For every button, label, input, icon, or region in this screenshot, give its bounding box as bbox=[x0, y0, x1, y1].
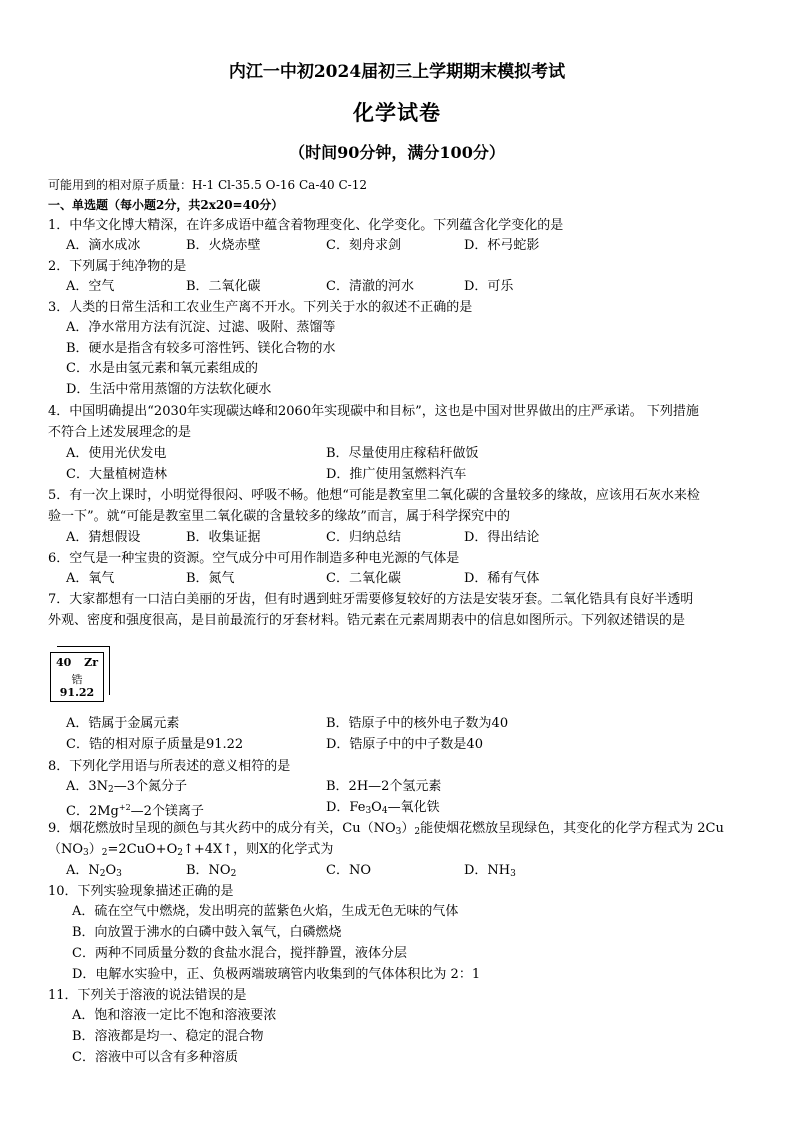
question-9-stem-line2 bbox=[48, 840, 333, 863]
question-11-option-b: B．溶液都是均一、稳定的混合物 bbox=[72, 1029, 264, 1044]
question-7-option-d: D．锆原子中的中子数是40 bbox=[326, 737, 483, 752]
formula-text: D．Fe bbox=[326, 800, 366, 815]
question-5-option-d: D．得出结论 bbox=[464, 530, 540, 545]
question-9-option-a bbox=[66, 861, 122, 884]
question-4-option-b: B．尽量使用庄稼秸秆做饭 bbox=[326, 446, 479, 461]
question-6-option-b: B．氮气 bbox=[186, 571, 235, 586]
superscript: +2 bbox=[118, 803, 131, 812]
formula-text: D．NH bbox=[464, 863, 511, 878]
element-symbol: Zr bbox=[84, 656, 98, 669]
subject-title: 化学试卷 bbox=[353, 100, 441, 125]
question-1-option-b: B．火烧赤壁 bbox=[186, 238, 261, 253]
question-2-option-d: D．可乐 bbox=[464, 279, 514, 294]
question-4-option-d: D．推广使用氢燃料汽车 bbox=[326, 467, 467, 482]
formula-text: C．2Mg bbox=[66, 804, 119, 819]
question-6-option-d: D．稀有气体 bbox=[464, 571, 540, 586]
question-1-option-d: D．杯弓蛇影 bbox=[464, 238, 540, 253]
question-5-stem-line2: 验一下”。就“可能是教室里二氧化碳的含量较多的缘故”而言，属于科学探究中的 bbox=[48, 509, 510, 524]
question-5-option-b: B．收集证据 bbox=[186, 530, 261, 545]
question-3-option-d: D．生活中常用蒸馏的方法软化硬水 bbox=[66, 382, 272, 397]
question-7-stem-line1: 7．大家都想有一口洁白美丽的牙齿，但有时遇到蛀牙需要修复较好的方法是安装牙套。二氧化锆具有良好半透明 bbox=[48, 592, 694, 607]
question-2-option-b: B．二氧化碳 bbox=[186, 279, 261, 294]
element-card-zirconium bbox=[50, 652, 104, 702]
formula-text: —2个镁离子 bbox=[130, 804, 204, 819]
subscript: 3 bbox=[510, 869, 516, 879]
element-name: 锆 bbox=[71, 673, 83, 686]
question-6-option-c: C．二氧化碳 bbox=[326, 571, 401, 586]
atomic-mass-line: 可能用到的相对原子质量：H-1 Cl-35.5 O-16 Ca-40 C-12 bbox=[48, 178, 367, 192]
formula-text: —氧化铁 bbox=[387, 800, 440, 815]
question-1-option-c: C．刻舟求剑 bbox=[326, 238, 401, 253]
subscript: 2 bbox=[99, 869, 106, 879]
question-9-stem-line1 bbox=[48, 819, 724, 842]
formula-text: A．3N bbox=[66, 779, 109, 794]
question-8-option-a bbox=[66, 777, 187, 800]
formula-text: A．N bbox=[66, 863, 100, 878]
question-2-stem: 2．下列属于纯净物的是 bbox=[48, 259, 187, 274]
question-10-option-d: D．电解水实验中，正、负极两端玻璃管内收集到的气体体积比为 2：1 bbox=[72, 967, 481, 982]
element-atomic-number: 40 bbox=[56, 656, 72, 669]
question-11-option-a: A．饱和溶液一定比不饱和溶液要浓 bbox=[72, 1008, 277, 1023]
question-4-option-a: A．使用光伏发电 bbox=[66, 446, 167, 461]
formula-text: （NO bbox=[48, 842, 84, 857]
subscript: 3 bbox=[83, 848, 89, 858]
formula-text: =2CuO+O bbox=[107, 842, 178, 857]
question-5-option-a: A．猜想假设 bbox=[66, 530, 141, 545]
element-atomic-mass: 91.22 bbox=[59, 686, 95, 699]
question-10-option-a: A．硫在空气中燃烧，发出明亮的蓝紫色火焰，生成无色无味的气体 bbox=[72, 904, 459, 919]
question-9-option-d bbox=[464, 861, 516, 884]
question-3-stem: 3．人类的日常生活和工农业生产离不开水。下列关于水的叙述不正确的是 bbox=[48, 300, 473, 315]
question-11-option-c: C．溶液中可以含有多种溶质 bbox=[72, 1050, 238, 1065]
time-info: （时间90分钟，满分100分） bbox=[289, 143, 505, 162]
question-7-option-a: A．锆属于金属元素 bbox=[66, 716, 180, 731]
question-3-option-b: B．硬水是指含有较多可溶性钙、镁化合物的水 bbox=[66, 341, 336, 356]
question-6-option-a: A．氧气 bbox=[66, 571, 115, 586]
question-5-stem-line1: 5．有一次上课时，小明觉得很闷、呼吸不畅。他想“可能是教室里二氧化碳的含量较多的缘故，应该用石灰水来检 bbox=[48, 488, 700, 503]
question-7-option-b: B．锆原子中的核外电子数为40 bbox=[326, 716, 509, 731]
question-3-option-a: A．净水常用方法有沉淀、过滤、吸附、蒸馏等 bbox=[66, 320, 336, 335]
section-heading: 一、单选题（每小题2分，共2x20=40分） bbox=[48, 198, 284, 212]
subscript: 2 bbox=[101, 848, 108, 858]
formula-text: 能使烟花燃放呈现绿色，其变化的化学方程式为 2Cu bbox=[420, 821, 724, 836]
question-9-option-b bbox=[186, 861, 236, 884]
question-1-option-a: A．滴水成冰 bbox=[66, 238, 141, 253]
question-2-option-a: A．空气 bbox=[66, 279, 115, 294]
formula-text: ） bbox=[401, 821, 415, 836]
subscript: 2 bbox=[177, 848, 183, 858]
formula-text: 9．烟花燃放时呈现的颜色与其火药中的成分有关，Cu（NO bbox=[48, 821, 396, 836]
question-10-option-c: C．两种不同质量分数的食盐水混合，搅拌静置，液体分层 bbox=[72, 946, 407, 961]
exam-title: 内江一中初2024届初三上学期期末模拟考试 bbox=[228, 62, 566, 82]
formula-text: ） bbox=[88, 842, 102, 857]
question-4-option-c: C．大量植树造林 bbox=[66, 467, 167, 482]
formula-text: —3个氮分子 bbox=[113, 779, 188, 794]
subscript: 2 bbox=[230, 869, 237, 879]
formula-text: O bbox=[105, 863, 117, 878]
formula-text: O bbox=[371, 800, 382, 815]
subscript: 4 bbox=[381, 806, 388, 816]
formula-text: ↑+4X↑，则X的化学式为 bbox=[182, 842, 334, 857]
question-8-stem: 8．下列化学用语与所表述的意义相符的是 bbox=[48, 759, 291, 774]
question-11-stem: 11．下列关于溶液的说法错误的是 bbox=[48, 988, 247, 1003]
question-3-option-c: C．水是由氢元素和氧元素组成的 bbox=[66, 361, 258, 376]
question-9-option-c: C．NO bbox=[326, 863, 371, 878]
question-10-stem: 10．下列实验现象描述正确的是 bbox=[48, 884, 234, 899]
question-1-stem: 1．中华文化博大精深，在许多成语中蕴含着物理变化、化学变化。下列蕴含化学变化的是 bbox=[48, 218, 564, 233]
question-6-stem: 6．空气是一种宝贵的资源。空气成分中可用作制造多种电光源的气体是 bbox=[48, 551, 460, 566]
subscript: 3 bbox=[395, 827, 402, 837]
question-10-option-b: B．向放置于沸水的白磷中鼓入氧气，白磷燃烧 bbox=[72, 925, 342, 940]
question-5-option-c: C．归纳总结 bbox=[326, 530, 401, 545]
subscript: 3 bbox=[365, 806, 372, 816]
formula-text: B．NO bbox=[186, 863, 231, 878]
subscript: 2 bbox=[108, 785, 114, 795]
question-8-option-b: B．2H—2个氢元素 bbox=[326, 779, 442, 794]
question-7-stem-line2: 外观、密度和强度很高，是目前最流行的牙套材料。锆元素在元素周期表中的信息如图所示。下列叙述错误的是 bbox=[48, 613, 686, 628]
question-4-stem-line2: 不符合上述发展理念的是 bbox=[48, 425, 192, 440]
subscript: 3 bbox=[116, 869, 122, 879]
question-8-option-d bbox=[326, 798, 440, 821]
question-7-option-c: C．锆的相对原子质量是91.22 bbox=[66, 737, 244, 752]
question-4-stem-line1: 4．中国明确提出“2030年实现碳达峰和2060年实现碳中和目标”，这也是中国对世界做出的庄严承诺。 下列措施 bbox=[48, 404, 699, 419]
question-2-option-c: C．清澈的河水 bbox=[326, 279, 414, 294]
subscript: 2 bbox=[414, 827, 421, 837]
